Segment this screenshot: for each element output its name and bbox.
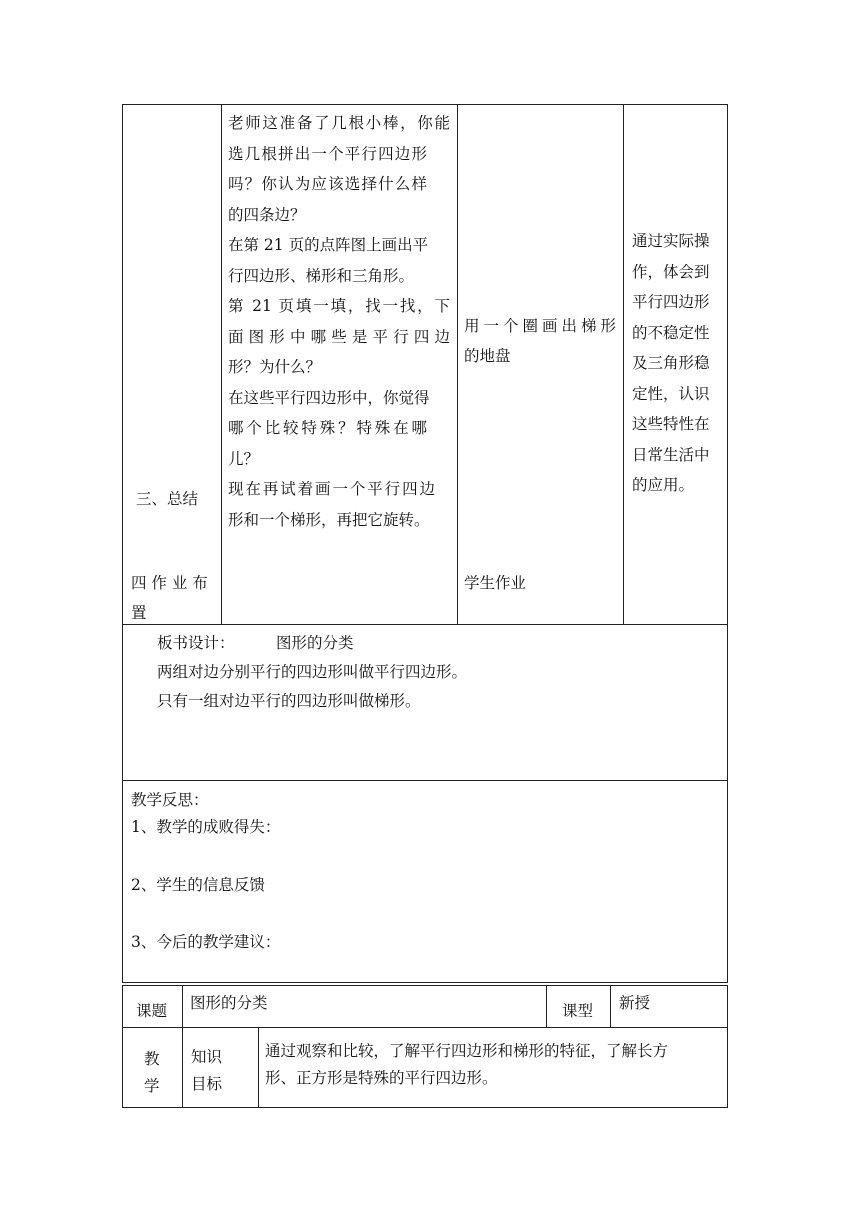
- board-design-right-border: [727, 624, 728, 780]
- board-design-label: 板书设计：: [157, 634, 235, 652]
- design-intent-line: 平行四边形: [632, 293, 710, 311]
- board-design-left-border: [122, 624, 123, 780]
- lower-table-col-divider-3: [546, 985, 547, 1027]
- knowledge-goal-line2: 形、正方形是特殊的平行四边形。: [265, 1069, 498, 1087]
- lesson-type-label: 课型: [562, 1002, 594, 1020]
- upper-table-col-divider-1: [221, 104, 222, 624]
- design-intent-line: 的应用。: [632, 476, 695, 494]
- reflection-title: 教学反思：: [131, 791, 209, 809]
- design-intent-line: 作，体会到: [632, 262, 710, 281]
- lower-table-bottom-border: [122, 1107, 728, 1108]
- lower-table-col-divider-2: [258, 1027, 259, 1107]
- design-intent-line: 及三角形稳: [632, 354, 710, 372]
- teacher-activity-line: 面图形中哪些是平行四边: [228, 327, 450, 346]
- upper-table-col-divider-2: [457, 104, 458, 624]
- design-intent-line: 日常生活中: [632, 445, 710, 464]
- reflection-item-3: 3、今后的教学建议：: [131, 933, 281, 951]
- section-homework-label-line1: 四 作 业 布: [131, 574, 208, 592]
- reflection-item-1: 1、教学的成败得失：: [131, 818, 281, 836]
- teacher-activity-line: 儿？: [228, 449, 260, 468]
- knowledge-goal-label-2: 目标: [191, 1075, 223, 1093]
- knowledge-goal-label-1: 知识: [191, 1048, 223, 1066]
- teaching-goal-label-2: 学: [144, 1077, 160, 1095]
- teacher-activity-line: 在第 21 页的点阵图上画出平: [228, 236, 429, 254]
- knowledge-goal-line1: 通过观察和比较，了解平行四边形和梯形的特征，了解长方: [265, 1042, 669, 1060]
- upper-table-top-border: [122, 104, 728, 105]
- student-activity-line2: 的地盘: [464, 347, 511, 365]
- teacher-activity-line: 形和一个梯形，再把它旋转。: [228, 510, 430, 529]
- teacher-activity-line: 形？为什么？: [228, 358, 322, 376]
- lower-table-right-border: [727, 985, 728, 1107]
- upper-table-left-border: [122, 104, 123, 624]
- design-intent-line: 的不稳定性: [632, 323, 710, 342]
- upper-table-col-divider-3: [623, 104, 624, 624]
- teacher-activities-text: [228, 108, 450, 535]
- design-intent-text: [632, 226, 722, 501]
- section-homework-label-line2: 置: [131, 604, 147, 622]
- reflection-bottom-border: [122, 982, 728, 983]
- lower-table-col-divider-4: [610, 985, 611, 1027]
- upper-table-bottom-border: [122, 624, 728, 625]
- teacher-activity-line: 的四条边？: [228, 205, 306, 224]
- topic-label: 课题: [136, 1002, 168, 1020]
- lower-table-row-divider: [122, 1027, 728, 1028]
- design-intent-line: 定性，认识: [632, 384, 710, 403]
- teacher-activity-line: 在这些平行四边形中，你觉得: [228, 388, 430, 407]
- teacher-activity-line: 现在再试着画一个平行四边: [228, 480, 435, 498]
- reflection-item-2: 2、学生的信息反馈: [131, 876, 265, 894]
- student-homework-text: 学生作业: [464, 574, 527, 592]
- reflection-left-border: [122, 780, 123, 982]
- section-summary-label: 三、总结: [136, 490, 199, 508]
- teacher-activity-line: 第 21 页填一填，找一找，下: [228, 297, 450, 315]
- board-design-line1: 两组对边分别平行的四边形叫做平行四边形。: [157, 663, 468, 681]
- upper-table-right-border: [727, 104, 728, 624]
- teacher-activity-line: 选几根拼出一个平行四边形: [228, 144, 427, 163]
- teacher-activity-line: 哪个比较特殊？特殊在哪: [228, 419, 427, 437]
- student-activity-line1: 用一个圈画出梯形: [464, 317, 616, 335]
- board-design-title: 图形的分类: [276, 634, 354, 652]
- board-design-bottom-border: [122, 780, 728, 781]
- teacher-activity-line: 行四边形、梯形和三角形。: [228, 266, 415, 285]
- lower-table-left-border: [122, 985, 123, 1107]
- lower-table-top-border: [122, 985, 728, 986]
- teacher-activity-line: 老师这准备了几根小棒，你能: [228, 114, 450, 132]
- design-intent-line: 通过实际操: [632, 232, 710, 250]
- design-intent-line: 这些特性在: [632, 415, 710, 433]
- lesson-type-value: 新授: [619, 994, 651, 1012]
- board-design-line2: 只有一组对边平行的四边形叫做梯形。: [157, 692, 421, 710]
- teacher-activity-line: 吗？你认为应该选择什么样: [228, 175, 427, 193]
- teaching-goal-label-1: 教: [144, 1050, 160, 1068]
- topic-value: 图形的分类: [190, 994, 268, 1012]
- lower-table-col-divider-1: [182, 985, 183, 1107]
- reflection-right-border: [727, 780, 728, 982]
